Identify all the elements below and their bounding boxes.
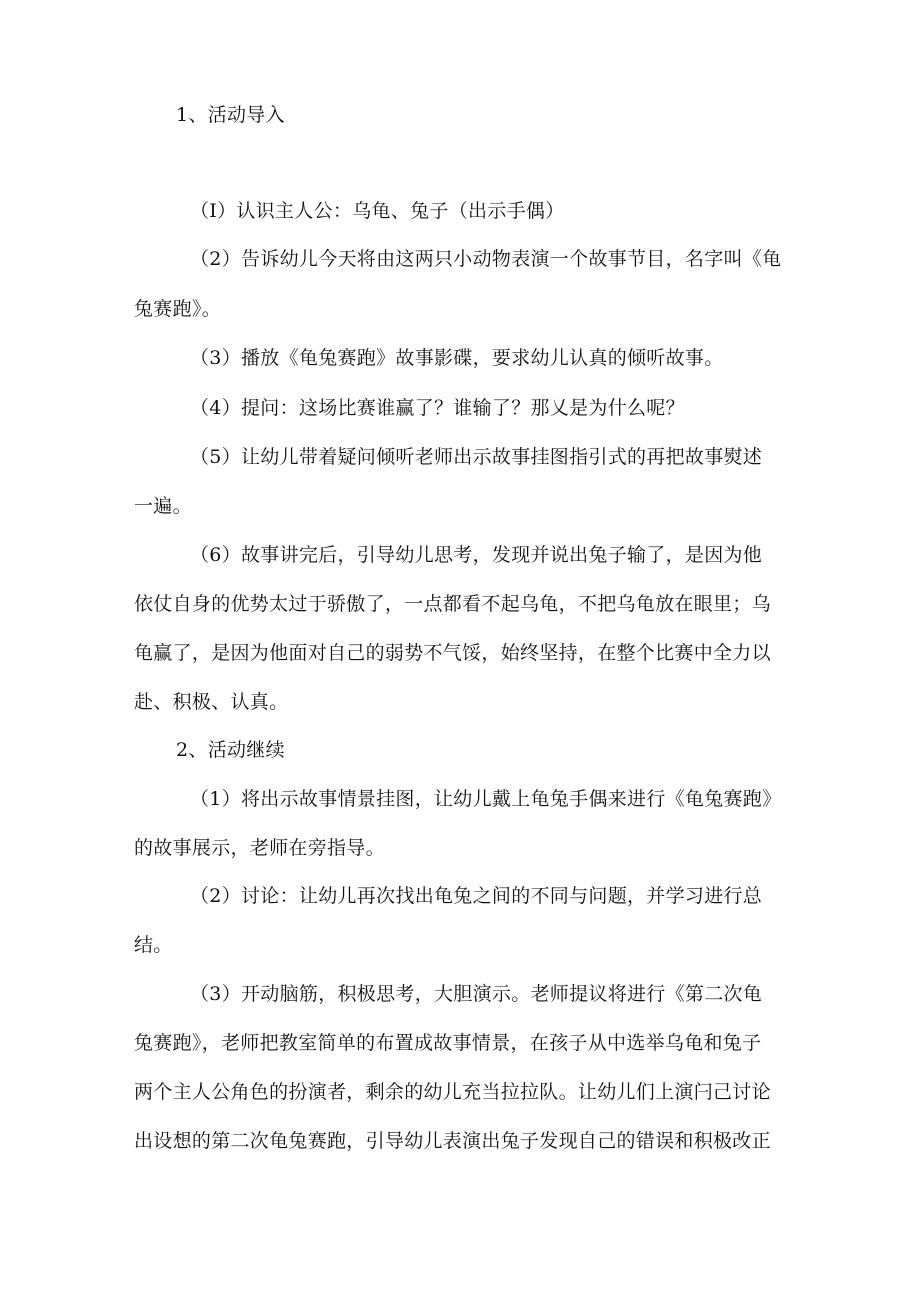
paragraph-item-6-line-4: 赴、积极、认真。 [134,691,289,713]
paragraph-item-8-line-2: 结。 [134,934,173,956]
section-heading-1: 1、活动导入 [176,104,285,126]
paragraph-item-9-line-1: （3）开动脑筋，积极思考，大胆演示。老师提议将进行《第二次龟 [190,983,763,1005]
paragraph-item-4: （4）提问：这场比赛谁赢了？谁输了？那乂是为什么呢？ [190,397,685,419]
section-heading-2: 2、活动继续 [176,739,285,761]
paragraph-item-2-line-2: 兔赛跑》。 [134,298,222,320]
paragraph-item-9-line-4: 出设想的第二次龟兔赛跑，引导幼儿表演出兔子发现自己的错误和积极改正 [134,1130,771,1152]
paragraph-item-7-line-1: （1）将出示故事情景挂图，让幼儿戴上龟兔手偶来进行《龟兔赛跑》 [190,788,782,810]
paragraph-item-5-line-2: 一遍。 [134,495,192,517]
paragraph-item-2-line-1: （2）告诉幼儿今天将由这两只小动物表演一个故事节目，名字叫《龟 [190,248,782,270]
paragraph-item-5-line-1: （5）让幼儿带着疑问倾听老师出示故事挂图指引式的再把故事熨述 [190,446,763,468]
paragraph-item-7-line-2: 的故事展示，老师在旁指导。 [134,837,385,859]
paragraph-item-3: （3）播放《龟兔赛跑》故事影碟，要求幼儿认真的倾听故事。 [190,347,724,369]
paragraph-item-6-line-3: 龟赢了，是因为他面对自己的弱势不气馁，始终坚持，在整个比赛中全力以 [134,642,771,664]
paragraph-item-6-line-2: 依仗自身的优势太过于骄傲了，一点都看不起乌龟，不把乌龟放在眼里；乌 [134,593,771,615]
paragraph-item-1: （I）认识主人公：乌龟、兔子（出示手偶） [190,200,565,222]
paragraph-item-9-line-3: 两个主人公角色的扮演者，剩余的幼儿充当拉拉队。让幼儿们上演闩己讨论 [134,1081,771,1103]
paragraph-item-8-line-1: （2）讨论：让幼儿再次找出龟兔之间的不同与问题，并学习进行总 [190,885,763,907]
paragraph-item-9-line-2: 兔赛跑》，老师把教室简单的布置成故事情景，在孩子从中选举乌龟和兔子 [134,1032,762,1054]
paragraph-item-6-line-1: （6）故事讲完后，引导幼儿思考，发现并说出兔子输了，是因为他 [190,544,763,566]
